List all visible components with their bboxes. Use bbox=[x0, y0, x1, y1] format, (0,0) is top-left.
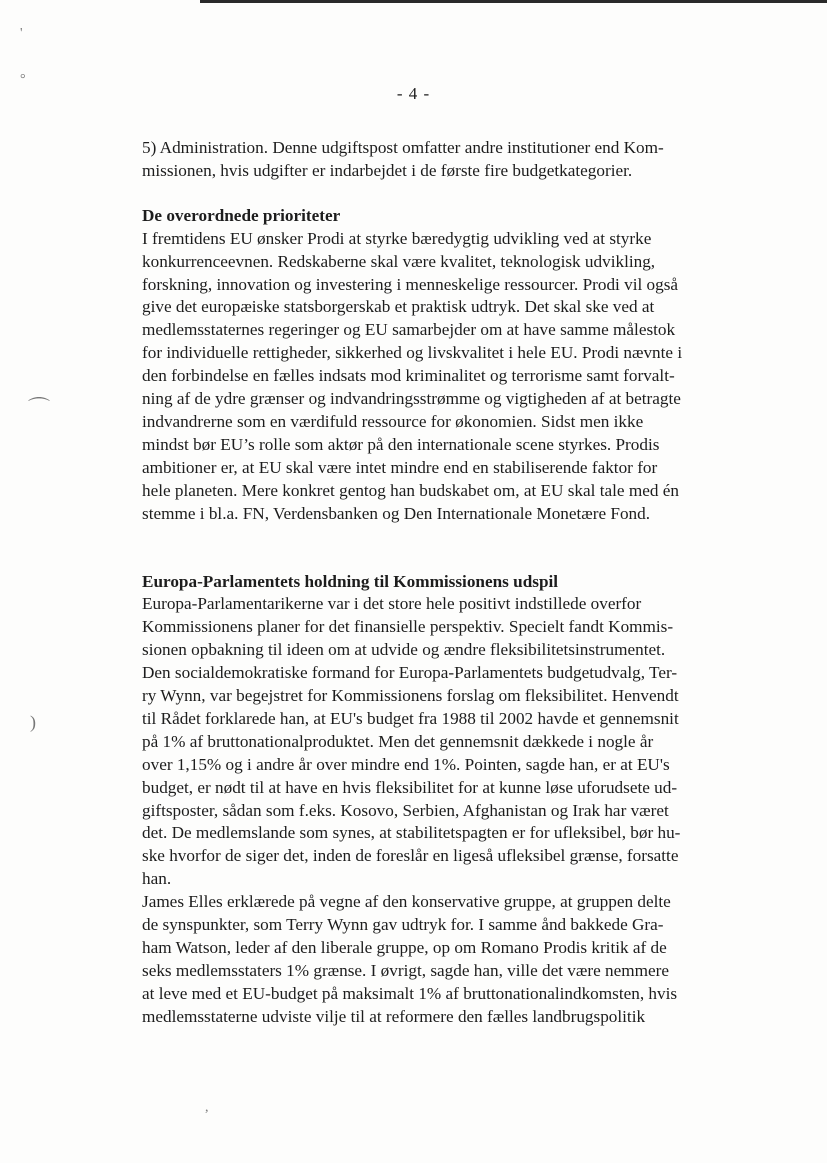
text-line: Kommissionens planer for det finansielle perspektiv. Specielt fandt Kommis- bbox=[142, 617, 674, 637]
text-line: I fremtidens EU ønsker Prodi at styrke bæredygtig udvikling ved at styrke bbox=[142, 228, 652, 248]
text-line: Europa-Parlamentarikerne var i det store hele positivt indstillede overfor bbox=[142, 594, 642, 614]
text-line: ske hvorfor de siger det, inden de foreslår en ligeså ufleksibel grænse, forsatte bbox=[142, 846, 679, 866]
text-line: sionen opbakning til ideen om at udvide og ændre fleksibilitetsinstrumentet. bbox=[142, 640, 666, 660]
text-line: til Rådet forklarede han, at EU's budget fra 1988 til 2002 havde et gennemsnit bbox=[142, 708, 679, 728]
text-line: ham Watson, leder af den liberale gruppe, op om Romano Prodis kritik af de bbox=[142, 938, 667, 957]
scan-speck-mark: ° bbox=[20, 72, 26, 87]
parliament-paragraph-2 bbox=[142, 891, 742, 1028]
text-line: budget, er nødt til at have en hvis fleksibilitet for at kunne løse uforudsete ud- bbox=[142, 777, 678, 797]
text-line: på 1% af bruttonationalproduktet. Men det gennemsnit dækkede i nogle år bbox=[142, 731, 654, 751]
text-line: forskning, innovation og investering i menneskelige ressourcer. Prodi vil også bbox=[142, 274, 679, 294]
text-line: det. De medlemslande som synes, at stabilitetspagten er for ufleksibel, bør hu- bbox=[142, 823, 681, 843]
parliament-paragraph-1 bbox=[142, 593, 742, 891]
text-line: for individuelle rettigheder, sikkerhed og livskvalitet i hele EU. Prodi nævnte i bbox=[142, 343, 683, 363]
scan-top-border bbox=[200, 0, 827, 3]
text-line: hele planeten. Mere konkret gentog han budskabet om, at EU skal tale med én bbox=[142, 480, 679, 500]
text-line: Den socialdemokratiske formand for Europa-Parlamentets budgetudvalg, Ter- bbox=[142, 663, 678, 683]
punch-hole-mark: ) bbox=[30, 712, 36, 732]
text-line: stemme i bl.a. FN, Verdensbanken og Den Internationale Monetære Fond. bbox=[142, 503, 651, 523]
text-line: at leve med et EU-budget på maksimalt 1% af bruttonationalindkomsten, hvis bbox=[142, 983, 678, 1003]
text-line: ry Wynn, var begejstret for Kommissionens forslag om fleksibilitet. Henvendt bbox=[142, 686, 679, 706]
text-line: medlemsstaterne udviste vilje til at reformere den fælles landbrugspolitik bbox=[142, 1006, 646, 1026]
text-line: giftsposter, sådan som f.eks. Kosovo, Serbien, Afghanistan og Irak har været bbox=[142, 800, 669, 820]
text-line: han. bbox=[142, 869, 172, 889]
page-number: - 4 - bbox=[396, 84, 431, 103]
text-line: ning af de ydre grænser og indvandringsstrømme og vigtigheden af at betragte bbox=[142, 389, 681, 409]
scan-speck-mark: , bbox=[205, 1100, 209, 1115]
text-line: over 1,15% og i andre år over mindre end 1%. Pointen, sagde han, er at EU's bbox=[142, 754, 670, 774]
punch-hole-mark: ⌒ bbox=[28, 396, 51, 421]
text-line: medlemsstaternes regeringer og EU samarbejder om at have samme målestok bbox=[142, 320, 676, 340]
text-line: mindst bør EU’s rolle som aktør på den internationale scene styrkes. Prodis bbox=[142, 434, 660, 454]
document-body bbox=[142, 137, 742, 1029]
text-line: den forbindelse en fælles indsats mod kriminalitet og terrorisme samt forvalt- bbox=[142, 366, 675, 386]
section-heading-parliament: Europa-Parlamentets holdning til Kommissionens udspil bbox=[142, 571, 559, 591]
text-line: ambitioner er, at EU skal være intet mindre end en stabiliserende faktor for bbox=[142, 457, 658, 477]
text-line: missionen, hvis udgifter er indarbejdet i de første fire budgetkategorier. bbox=[142, 160, 633, 180]
text-line: give det europæiske statsborgerskab et praktisk udtryk. Det skal ske ved at bbox=[142, 297, 655, 317]
text-line: konkurrenceevnen. Redskaberne skal være kvalitet, teknologisk udvikling, bbox=[142, 251, 656, 271]
scan-speck-mark: ' bbox=[20, 26, 23, 41]
text-line: seks medlemsstaters 1% grænse. I øvrigt, sagde han, ville det være nemmere bbox=[142, 960, 669, 980]
text-line: de synspunkter, som Terry Wynn gav udtryk for. I samme ånd bakkede Gra- bbox=[142, 915, 664, 935]
text-line: indvandrerne som en værdifuld ressource for økonomien. Sidst men ikke bbox=[142, 411, 644, 431]
priorities-paragraph bbox=[142, 228, 742, 526]
section-heading-priorities: De overordnede prioriteter bbox=[142, 205, 341, 225]
intro-paragraph bbox=[142, 137, 742, 183]
text-line: James Elles erklærede på vegne af den konservative gruppe, at gruppen delte bbox=[142, 892, 671, 912]
text-line: 5) Administration. Denne udgiftspost omfatter andre institutioner end Kom- bbox=[142, 138, 664, 157]
